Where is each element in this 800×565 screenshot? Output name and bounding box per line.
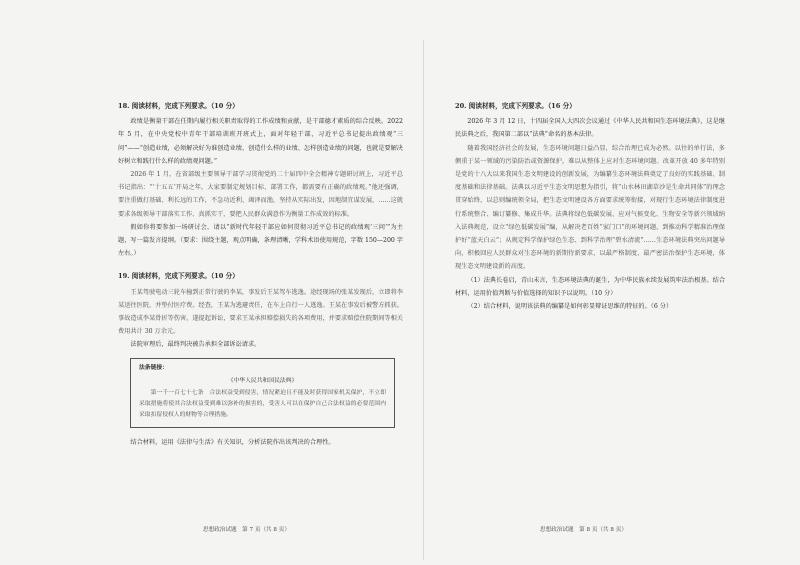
question-19-heading: 19. 阅读材料，完成下列要求。（10 分）: [118, 272, 239, 281]
page-8-footer: 思想政治试题 第 8 页（共 8 页）: [540, 527, 627, 533]
page-8: [455, 100, 725, 313]
question-19-paragraph-2: 法院审理后，最终判决被告承担全部诉讼请求。: [130, 341, 261, 349]
question-20-heading: 20. 阅读材料，完成下列要求。（16 分）: [455, 102, 576, 110]
question-20-subquestion-2: （2）结合材料，说明该法典的编纂是如何彰显辩证思维的特征的。（6 分）: [467, 303, 673, 311]
law-article: 第一千一百七十七条 合法权益受到侵害，情况紧迫且不能及时获得国家机关保护，不立即采取措施将使其合法权益受到难以弥补的损害的，受害人可以在保护自己合法权益的必要范围内采取扣留侵权人的财物等合理措施。: [139, 389, 386, 418]
page-7-footer: 思想政治试题 第 7 页（共 8 页）: [203, 527, 290, 533]
question-20-paragraph-1: 2026 年 3 月 12 日，十四届全国人大四次会议通过《中华人民共和国生态环境法典》，这是继民法典之后，我国第二部以“法典”命名的基本法律。: [455, 118, 725, 139]
question-19-paragraph-1: 王某驾驶电动三轮车撞到正常行驶的李某，事发后王某驾车逃逸。途经现场的张某发现后，立即将李某送往医院，并垫付医疗费。经查，王某为逃避责任，在车上自行一人逃逸。王某在事发后被警方抓获。事故造成李某骨折等伤害，遂提起诉讼，要求王某承担赔偿损失的各项费用，并要求赔偿住院期间等相关费用共计 30 万余元。: [118, 288, 403, 336]
law-name: 《中华人民共和国民法典》: [227, 377, 298, 384]
page-7: [118, 100, 403, 449]
question-18-task: 假如你将要参加一场研讨会，请以“新时代年轻干部应如何贯彻习近平总书记的政绩观‘三问’”为主题，写一篇发言提纲。（要求：围绕主题，观点明确，条理清晰，学科术语使用规范，字数 150—200 字左右。）: [118, 223, 403, 258]
question-18-paragraph-1: 政绩是衡量干部在任期内履行相关职责取得的工作成绩和贡献，是干部德才素质的综合反映。2022 年 5 月，在中央党校中青年干部培训班开班式上，面对年轻干部，习近平总书记提出政绩观“三问”——“创造业绩，必须解决好为谁创造业绩、创造什么样的业绩、怎样创造业绩的问题，也就是要解决好树立和践行什么样的政绩观问题。”: [118, 118, 403, 165]
question-18-paragraph-2: 2026 年 1 月，在省部级主要领导干部学习贯彻党的二十届四中全会精神专题研讨班上，习近平总书记指出：“‘十五五’开局之年，大家要制定规划目标、部署工作，都需要有正确的政绩观。”他还强调，要注重做打基础、利长远的工作，不急功近利、竭泽而渔，坚持从实际出发，因地制宜谋发展，……这就要求各级领导干部落实工作、真抓实干，要把人民群众满意作为衡量工作成效的标准。: [118, 171, 403, 218]
page-divider: [423, 40, 424, 560]
question-20-subquestion-1: （1）法典长卷启，青山未言，生态环境法典的诞生，为中华民族永续发展筑牢法治根基。结合材料，运用价值判断与价值选择的知识予以说明。（10 分）: [455, 276, 726, 297]
law-link-title: 法条链接：: [139, 364, 168, 371]
question-19-task: 结合材料，运用《法律与生活》有关知识，分析法院作出该判决的合理性。: [130, 438, 335, 446]
question-20-paragraph-2: 随着我国经济社会的发展，生态环境问题日益凸显，综合治理已成为必然。以往的单行法，多侧重于某一领域的污染防治或资源保护，难以从整体上应对生态环境问题。改革开放 40 多年特别是党的十八大以来我国生态文明建设的创新发展，为编纂生态环境法典奠定了良好的实践基础、制度基础和法律基础。法典以习近平生态文明思想为指引，将“山水林田湖草沙是生命共同体”的理念贯穿始终，以总则编统领全局，把生态文明建设各方面要求统筹衔接，对现行生态环境法律制度进行系统整合、编订纂修、集成升华。法典将绿色低碳发展、应对气候变化、生物安全等新兴领域纳入法典规范，设立“绿色低碳发展”编，从解决老百姓“家门口”的环境问题，到推动科学精准治理保护好“蓝天白云”；从规定科学保护绿色生态、到科学治理“碧水清流”……生态环境法典突出问题导向，积极回应人民群众对生态环境的新期待新要求，以最严格制度、最严密法治保护生态环境，体现生态文明建设新的高度。: [455, 144, 725, 271]
question-18-heading: 18. 阅读材料，完成下列要求。（10 分）: [118, 102, 239, 110]
law-link-box: [130, 358, 395, 428]
